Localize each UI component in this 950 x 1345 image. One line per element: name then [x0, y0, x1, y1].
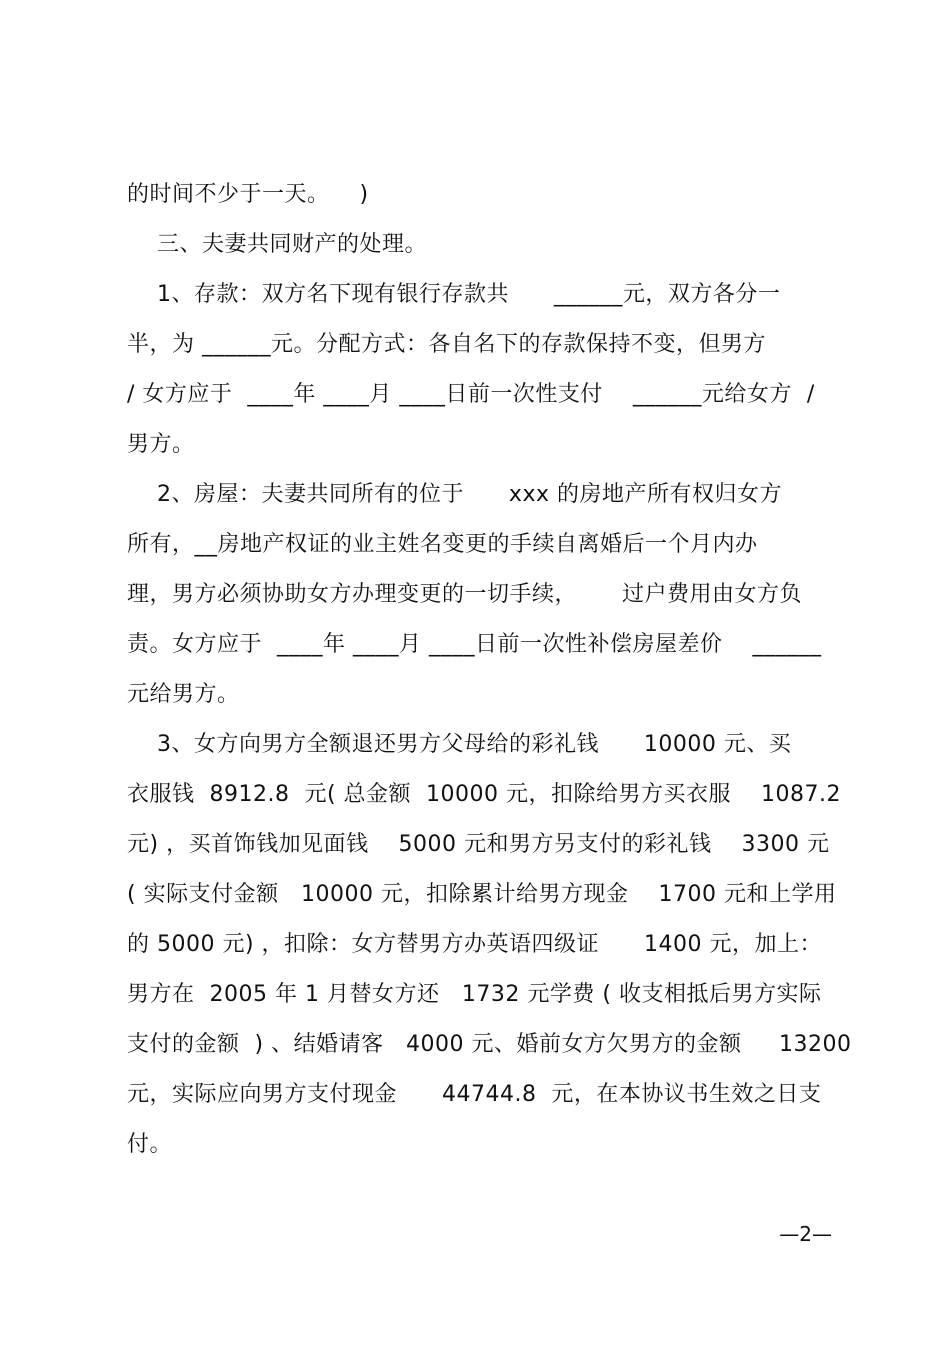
text-line: 元，实际应向男方支付现金 44744.8 元，在本协议书生效之日支 — [127, 1082, 822, 1107]
text-line: 付。 — [127, 1132, 173, 1157]
text-line: 衣服钱 8912.8 元( 总金额 10000 元，扣除给男方买衣服 1087.2 — [127, 782, 841, 807]
page-number: —2— — [779, 1222, 832, 1246]
text-line: / 女方应于 ____年 ____月 ____日前一次性支付 ______元给女方 / — [127, 382, 815, 407]
text-line: 3、女方向男方全额退还男方父母给的彩礼钱 10000 元、买 — [127, 732, 792, 757]
text-line: 2、房屋：夫妻共同所有的位于 xxx 的房地产所有权归女方 — [127, 482, 782, 507]
text-line: 男方。 — [127, 432, 195, 457]
text-line: 所有，__房地产权证的业主姓名变更的手续自离婚后一个月内办 — [127, 532, 758, 557]
text-line: 的时间不少于一天。 ) — [127, 182, 369, 207]
text-line: 理，男方必须协助女方办理变更的一切手续， 过户费用由女方负 — [127, 582, 802, 607]
text-line: 1、存款：双方名下现有银行存款共 ______元，双方各分一 — [127, 282, 781, 307]
text-line: 责。女方应于 ____年 ____月 ____日前一次性补偿房屋差价 ______ — [127, 632, 822, 657]
text-line: 半，为 ______元。分配方式：各自名下的存款保持不变，但男方 — [127, 332, 766, 357]
text-line: 男方在 2005 年 1 月替女方还 1732 元学费 ( 收支相抵后男方实际 — [127, 982, 822, 1007]
text-line: 的 5000 元) ，扣除：女方替男方办英语四级证 1400 元，加上： — [127, 932, 822, 957]
text-line: 元) ，买首饰钱加见面钱 5000 元和男方另支付的彩礼钱 3300 元 — [127, 832, 830, 857]
text-line: ( 实际支付金额 10000 元，扣除累计给男方现金 1700 元和上学用 — [127, 882, 837, 907]
section-heading: 三、夫妻共同财产的处理。 — [127, 232, 427, 257]
text-line: 元给男方。 — [127, 682, 240, 707]
text-line: 支付的金额 ) 、结婚请客 4000 元、婚前女方欠男方的金额 13200 — [127, 1032, 852, 1057]
